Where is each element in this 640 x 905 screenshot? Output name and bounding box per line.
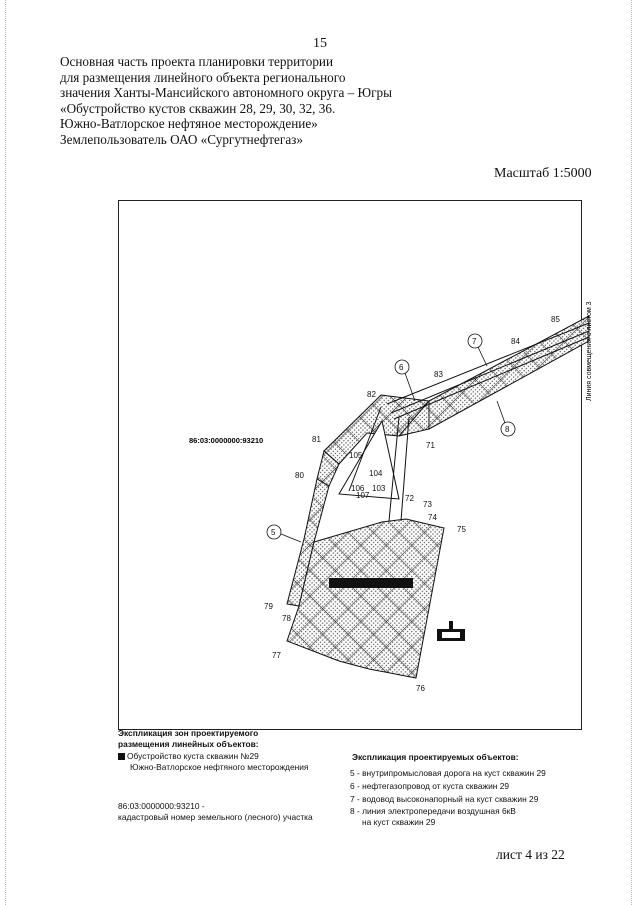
cadastral-legend-code: 86:03:0000000:93210 - [118, 801, 205, 811]
map-drawing [119, 201, 593, 729]
survey-symbol [437, 621, 465, 641]
objects-legend-item: на куст скважин 29 [362, 817, 436, 827]
page-number: 15 [313, 36, 327, 51]
sheet-number: лист 4 из 22 [496, 847, 565, 862]
cadastral-legend-text: кадастровый номер земельного (лесного) участка [118, 812, 313, 822]
point-label: 73 [423, 500, 432, 509]
map-frame [118, 200, 593, 730]
pad-label-block [329, 578, 413, 588]
point-label: 71 [426, 441, 435, 450]
zones-legend-item-text: Обустройство куста скважин №29 [127, 751, 259, 761]
page-edge-left [5, 0, 7, 905]
point-label: 105 [349, 451, 363, 460]
point-label: 85 [551, 315, 560, 324]
object-callout: 7 [472, 337, 477, 346]
point-label: 81 [312, 435, 321, 444]
point-label: 80 [295, 471, 304, 480]
sheet-line-label: Линия совмещения с листом 3 [586, 301, 593, 401]
point-label: 106 [351, 484, 365, 493]
point-label: 76 [416, 684, 425, 693]
point-label: 103 [372, 484, 386, 493]
point-label: 104 [369, 469, 383, 478]
object-callout: 8 [505, 425, 510, 434]
zones-legend-item-sub: Южно-Ватлорское нефтяного месторождения [130, 762, 309, 772]
header-line: значения Ханты-Мансийского автономного округа – Югры [60, 85, 392, 101]
point-label: 78 [282, 614, 291, 623]
point-label: 75 [457, 525, 466, 534]
point-label: 79 [264, 602, 273, 611]
objects-legend-item: 8 - линия электропередачи воздушная 6кВ [350, 806, 516, 816]
zones-legend-title [118, 728, 259, 749]
objects-legend-title: Экспликация проектируемых объектов: [352, 752, 519, 762]
point-label: 107 [356, 491, 370, 500]
point-label: 83 [434, 370, 443, 379]
zones-legend-title-line: размещения линейных объектов: [118, 738, 259, 749]
header-line: Землепользователь ОАО «Сургутнефтегаз» [60, 131, 303, 147]
point-label: 84 [511, 337, 520, 346]
objects-legend-item: 5 - внутрипромысловая дорога на куст скважин 29 [350, 768, 546, 778]
objects-legend-item: 7 - водовод высоконапорный на куст скважин 29 [350, 794, 539, 804]
header-line: Южно-Ватлорское нефтяное месторождение» [60, 116, 318, 132]
map-scale: Масштаб 1:5000 [494, 166, 592, 181]
point-label: 82 [367, 390, 376, 399]
object-callout: 5 [271, 528, 276, 537]
document-header [60, 54, 392, 148]
legend-swatch [118, 753, 125, 760]
zones-legend-title-line: Экспликация зон проектируемого [118, 728, 259, 738]
object-callout: 6 [399, 363, 404, 372]
zones-legend-item [118, 751, 259, 762]
point-label: 77 [272, 651, 281, 660]
objects-legend-item: 6 - нефтегазопровод от куста скважин 29 [350, 781, 510, 791]
page-edge-right [631, 0, 633, 905]
cadastral-label: 86:03:0000000:93210 [189, 436, 264, 445]
header-line: «Обустройство кустов скважин 28, 29, 30, 32, 36. [60, 100, 336, 116]
header-line: Основная часть проекта планировки территории [60, 54, 334, 69]
point-label: 72 [405, 494, 414, 503]
point-label: 74 [428, 513, 437, 522]
header-line: для размещения линейного объекта регионального [60, 69, 346, 85]
